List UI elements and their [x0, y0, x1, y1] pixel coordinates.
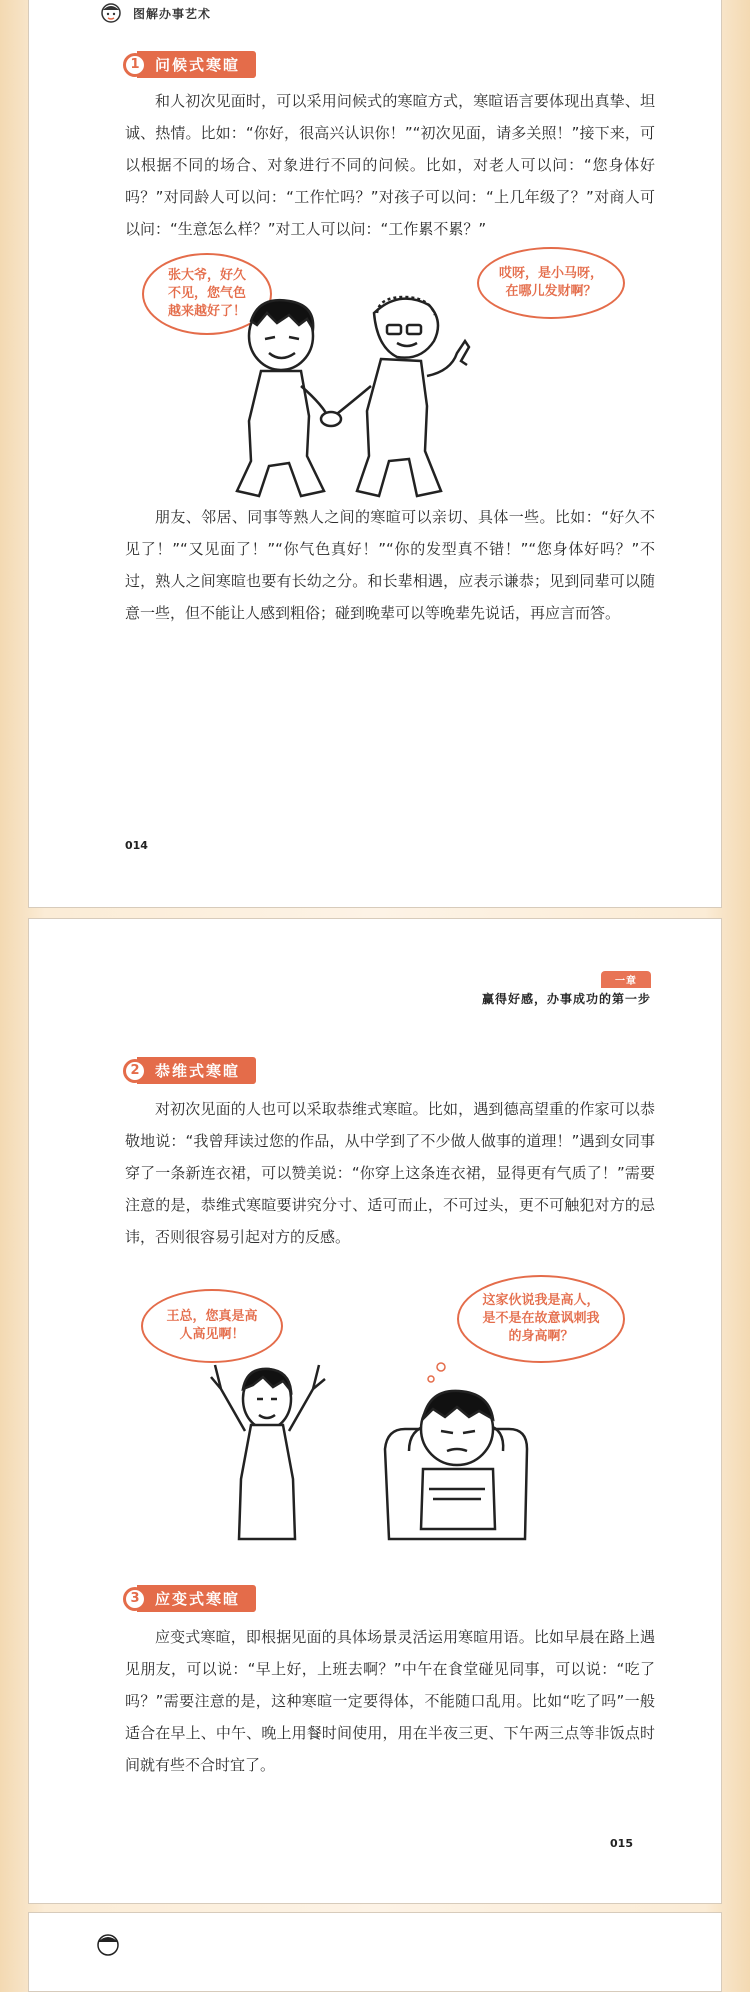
- section-title: 恭维式寒暄: [137, 1057, 256, 1084]
- speech-text: 张大爷，好久不见，您气色越来越好了！: [167, 268, 246, 319]
- chapter-subtitle: 赢得好感，办事成功的第一步: [481, 992, 651, 1006]
- section-number: 3: [123, 1587, 147, 1611]
- paragraph-adaptive: 应变式寒暄，即根据见面的具体场景灵活运用寒暄用语。比如早晨在路上遇见朋友，可以说：“早上好，上班去啊？”中午在食堂碰见同事，可以说：“吃了吗？”需要注意的是，这种寒暄一定要得体，不能随口乱用。比如“吃了吗”一般适合在早上、中午、晚上用餐时间使用，用在半夜三更、下午两三点等非饭点时间就有些不合时宜了。: [125, 1628, 655, 1774]
- book-page-015: [28, 918, 722, 1904]
- speech-bubble-left: [141, 1289, 283, 1363]
- section-number: 2: [123, 1059, 147, 1083]
- chapter-header: [482, 969, 651, 1007]
- page-number: 015: [610, 1837, 633, 1850]
- mascot-icon: [97, 1, 125, 25]
- section-heading-2: [123, 1057, 256, 1084]
- page-header: [97, 1, 211, 25]
- speech-text: 这家伙说我是高人，是不是在故意讽刺我的身高啊？: [482, 1293, 600, 1344]
- paragraph-acquaintances: 朋友、邻居、同事等熟人之间的寒暄可以亲切、具体一些。比如：“好久不见了！”“又见面了！”“你气色真好！”“你的发型真不错！”“您身体好吗？”不过，熟人之间寒暄也要有长幼之分。和长辈相遇，应表示谦恭；见到同辈可以随意一些，但不能让人感到粗俗；碰到晚辈可以等晚辈先说话，再应言而答。: [125, 508, 655, 622]
- section-title: 问候式寒暄: [137, 51, 256, 78]
- book-title: 图解办事艺术: [133, 6, 212, 21]
- chapter-tag: 一章: [601, 971, 651, 988]
- paragraph-flattery: 对初次见面的人也可以采取恭维式寒暄。比如，遇到德高望重的作家可以恭敬地说：“我曾拜读过您的作品，从中学到了不少做人做事的道理！”遇到女同事穿了一条新连衣裙，可以赞美说：“你穿上这条连衣裙，显得更有气质了！”需要注意的是，恭维式寒暄要讲究分寸、适可而止，不可过头，更不可触犯对方的忌讳，否则很容易引起对方的反感。: [125, 1100, 655, 1246]
- section-number: 1: [123, 53, 147, 77]
- thought-bubble-right: [457, 1275, 625, 1363]
- book-page-next: [28, 1912, 722, 1992]
- paragraph-greeting: 和人初次见面时，可以采用问候式的寒暄方式，寒暄语言要体现出真挚、坦诚、热情。比如：“你好，很高兴认识你！”“初次见面，请多关照！”接下来，可以根据不同的场合、对象进行不同的问候。比如，对老人可以问：“您身体好吗？”对同龄人可以问：“工作忙吗？”对孩子可以问：“上几年级了？”对商人可以问：“生意怎么样？”对工人可以问：“工作累不累？”: [125, 92, 655, 238]
- section-heading-3: [123, 1585, 256, 1612]
- handshake-illustration: [229, 291, 589, 521]
- speech-text: 哎呀，是小马呀，在哪儿发财啊？: [498, 266, 603, 299]
- page-number: 014: [125, 839, 148, 852]
- book-page-014: [28, 0, 722, 908]
- mascot-icon: [93, 1931, 123, 1957]
- section-title: 应变式寒暄: [137, 1585, 256, 1612]
- speech-text: 王总，您真是高人高见啊！: [166, 1309, 258, 1342]
- flattery-illustration: [209, 1359, 589, 1549]
- section-heading-1: [123, 51, 256, 78]
